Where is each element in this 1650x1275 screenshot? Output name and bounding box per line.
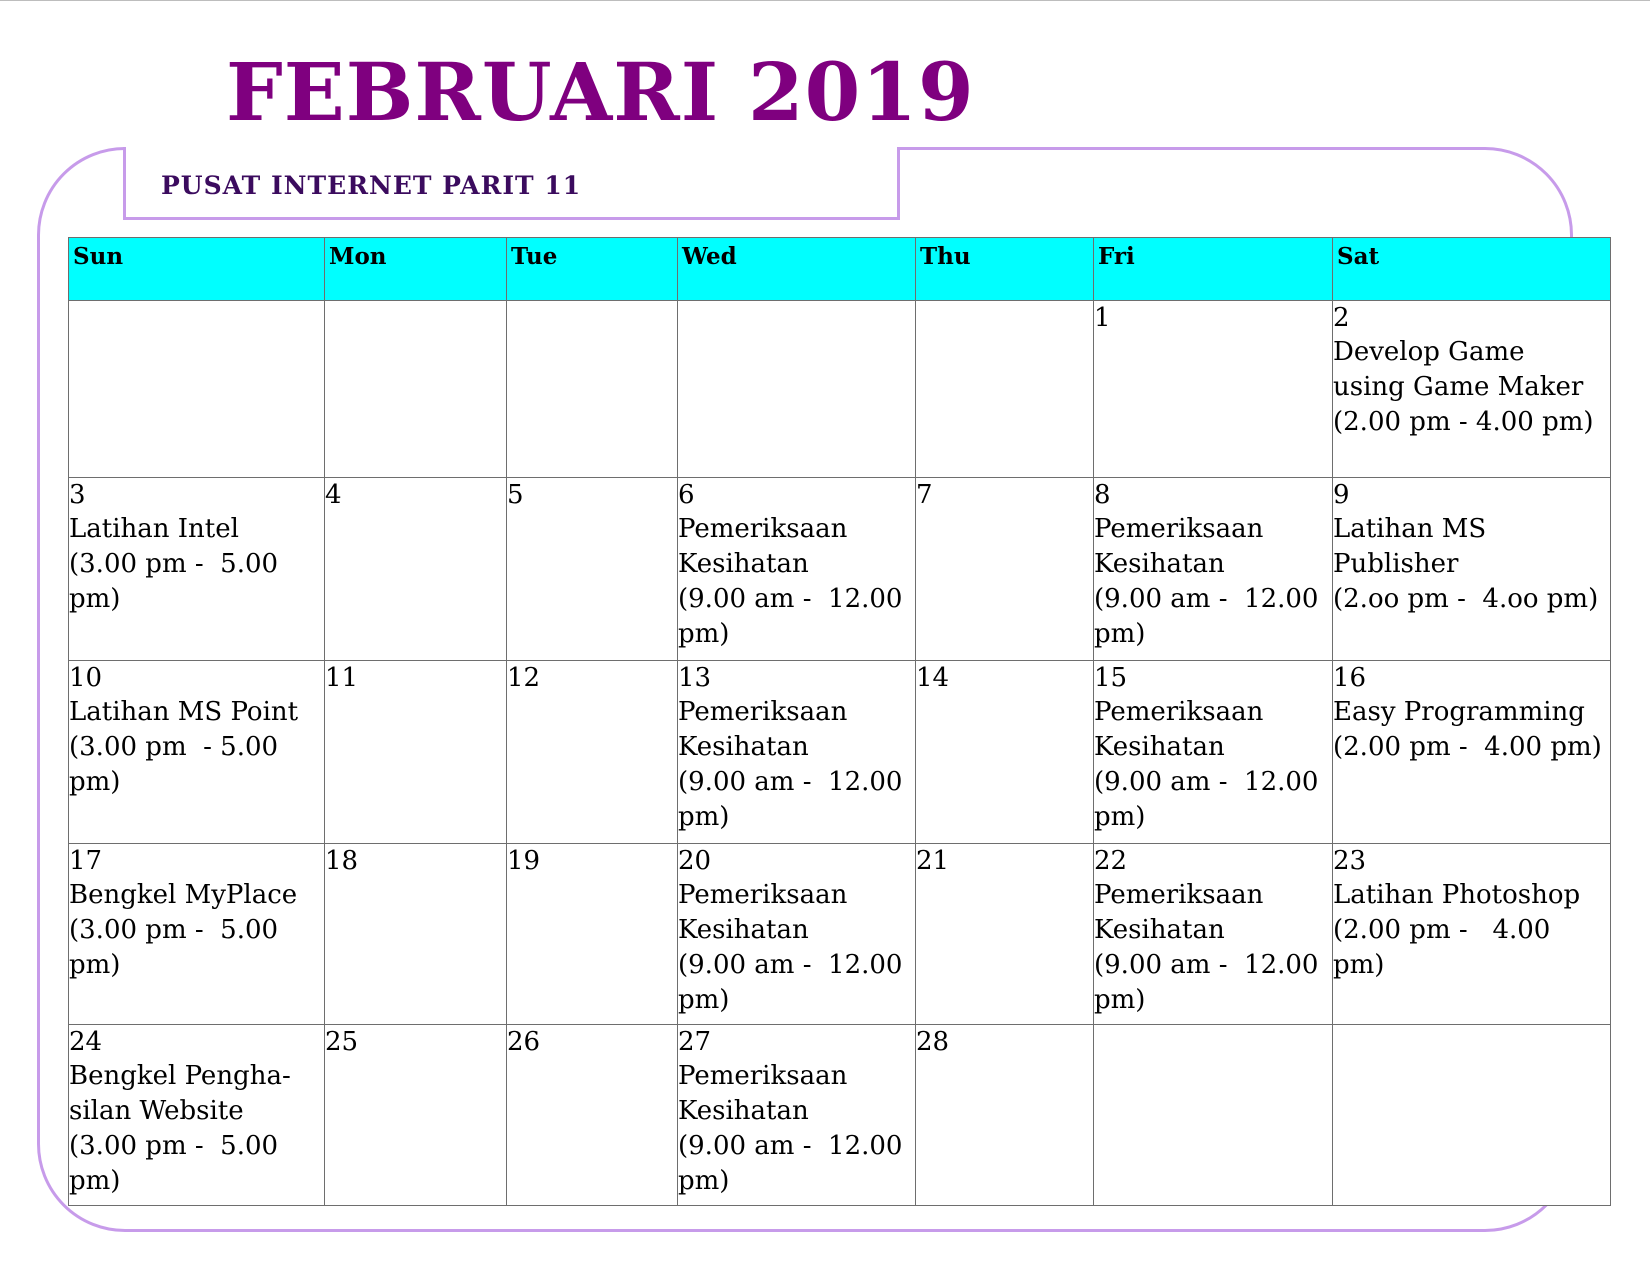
day-cell (916, 478, 1094, 661)
day-cell (678, 844, 916, 1025)
event-line: Latihan Intel (69, 514, 239, 544)
event-line: pm) (1333, 950, 1385, 980)
event-line: Bengkel MyPlace (69, 880, 298, 910)
event-line: (3.00 pm - 5.00 (69, 1131, 279, 1161)
day-cell (69, 478, 325, 661)
day-cell (1094, 301, 1333, 478)
event-line: (9.00 am - 12.00 (678, 767, 903, 797)
event-line: Kesihatan (678, 1096, 809, 1126)
day-cell (1094, 1025, 1333, 1206)
day-number: 25 (325, 1027, 359, 1057)
event-line: Kesihatan (678, 732, 809, 762)
day-cell (916, 1025, 1094, 1206)
day-number: 24 (69, 1027, 103, 1057)
event-line: pm) (678, 1166, 730, 1196)
day-number: 2 (1333, 303, 1350, 333)
event-line: (9.00 am - 12.00 (678, 950, 903, 980)
event-line: (9.00 am - 12.00 (1094, 950, 1319, 980)
day-number: 15 (1094, 663, 1128, 693)
subtitle-box (123, 147, 900, 220)
weekday-header-row (69, 238, 1611, 301)
event-line: Pemeriksaan (1094, 697, 1264, 727)
event-line: Kesihatan (678, 549, 809, 579)
day-number: 5 (507, 480, 524, 510)
weekday-tue: Tue (507, 238, 678, 301)
event-line: Publisher (1333, 549, 1459, 579)
day-number: 9 (1333, 480, 1350, 510)
event-line: pm) (1094, 619, 1146, 649)
event-line: (3.00 pm - 5.00 (69, 549, 279, 579)
day-cell (69, 1025, 325, 1206)
event-line: pm) (1094, 802, 1146, 832)
event-line: (3.00 pm - 5.00 (69, 915, 279, 945)
day-number: 23 (1333, 846, 1367, 876)
day-cell (678, 1025, 916, 1206)
day-number: 20 (678, 846, 712, 876)
event-line: Latihan MS (1333, 514, 1487, 544)
calendar-table (68, 237, 1611, 1206)
page-title: FEBRUARI 2019 (226, 45, 975, 139)
day-cell (507, 661, 678, 844)
day-number: 28 (916, 1027, 950, 1057)
day-number: 12 (507, 663, 541, 693)
event-line: (2.00 pm - 4.00 pm) (1333, 407, 1594, 437)
day-cell (69, 301, 325, 478)
weekday-sun: Sun (69, 238, 325, 301)
event-line: Kesihatan (1094, 549, 1225, 579)
event-line: silan Website (69, 1096, 244, 1126)
day-cell (678, 478, 916, 661)
day-cell (916, 301, 1094, 478)
day-cell (1094, 478, 1333, 661)
day-number: 7 (916, 480, 933, 510)
event-line: (2.00 pm - 4.00 pm) (1333, 732, 1602, 762)
event-line: Latihan MS Point (69, 697, 299, 727)
event-line: (2.00 pm - 4.00 (1333, 915, 1551, 945)
event-line: pm) (678, 802, 730, 832)
event-line: Pemeriksaan (1094, 514, 1264, 544)
day-cell (325, 301, 507, 478)
event-line: Pemeriksaan (678, 697, 848, 727)
week-row (69, 661, 1611, 844)
event-line: (2.oo pm - 4.oo pm) (1333, 584, 1599, 614)
day-number: 16 (1333, 663, 1367, 693)
day-number: 19 (507, 846, 541, 876)
event-line: pm) (69, 584, 121, 614)
day-cell (69, 844, 325, 1025)
weekday-mon: Mon (325, 238, 507, 301)
day-number: 8 (1094, 480, 1111, 510)
day-number: 17 (69, 846, 103, 876)
day-number: 3 (69, 480, 86, 510)
event-line: (9.00 am - 12.00 (678, 1131, 903, 1161)
day-cell (69, 661, 325, 844)
weekday-fri: Fri (1094, 238, 1333, 301)
event-line: Pemeriksaan (678, 880, 848, 910)
event-line: (3.00 pm - 5.00 (69, 732, 279, 762)
week-row (69, 478, 1611, 661)
event-line: pm) (69, 1166, 121, 1196)
event-line: Kesihatan (1094, 915, 1225, 945)
day-cell (916, 661, 1094, 844)
day-cell (1094, 844, 1333, 1025)
event-line: Bengkel Pengha- (69, 1061, 291, 1091)
day-cell (1333, 301, 1611, 478)
day-number: 1 (1094, 303, 1111, 333)
day-number: 6 (678, 480, 695, 510)
event-line: Develop Game (1333, 337, 1525, 367)
event-line: Pemeriksaan (1094, 880, 1264, 910)
event-line: using Game Maker (1333, 372, 1584, 402)
day-cell (1094, 661, 1333, 844)
event-line: (9.00 am - 12.00 (1094, 767, 1319, 797)
day-number: 14 (916, 663, 950, 693)
day-number: 11 (325, 663, 359, 693)
day-cell (507, 301, 678, 478)
day-cell (507, 478, 678, 661)
event-line: Kesihatan (678, 915, 809, 945)
event-line: Kesihatan (1094, 732, 1225, 762)
event-line: pm) (1094, 985, 1146, 1015)
event-line: Easy Programming (1333, 697, 1585, 727)
day-cell (325, 844, 507, 1025)
event-line: (9.00 am - 12.00 (1094, 584, 1319, 614)
top-rule (0, 0, 1650, 1)
event-line: (9.00 am - 12.00 (678, 584, 903, 614)
event-line: pm) (678, 619, 730, 649)
week-row (69, 844, 1611, 1025)
day-number: 21 (916, 846, 950, 876)
day-number: 4 (325, 480, 342, 510)
day-number: 22 (1094, 846, 1128, 876)
event-line: pm) (69, 767, 121, 797)
day-cell (325, 1025, 507, 1206)
day-cell (916, 844, 1094, 1025)
event-line: Pemeriksaan (678, 1061, 848, 1091)
event-line: pm) (69, 950, 121, 980)
weekday-wed: Wed (678, 238, 916, 301)
day-cell (1333, 661, 1611, 844)
day-cell (678, 661, 916, 844)
day-cell (678, 301, 916, 478)
event-line: pm) (678, 985, 730, 1015)
day-number: 27 (678, 1027, 712, 1057)
week-row (69, 1025, 1611, 1206)
event-line: Pemeriksaan (678, 514, 848, 544)
day-cell (507, 844, 678, 1025)
day-cell (325, 478, 507, 661)
day-cell (507, 1025, 678, 1206)
subtitle: PUSAT INTERNET PARIT 11 (161, 171, 582, 200)
day-cell (1333, 1025, 1611, 1206)
weekday-thu: Thu (916, 238, 1094, 301)
day-number: 18 (325, 846, 359, 876)
day-cell (325, 661, 507, 844)
day-number: 26 (507, 1027, 541, 1057)
day-cell (1333, 478, 1611, 661)
day-number: 13 (678, 663, 712, 693)
event-line: Latihan Photoshop (1333, 880, 1581, 910)
day-cell (1333, 844, 1611, 1025)
weekday-sat: Sat (1333, 238, 1611, 301)
week-row (69, 301, 1611, 478)
day-number: 10 (69, 663, 103, 693)
